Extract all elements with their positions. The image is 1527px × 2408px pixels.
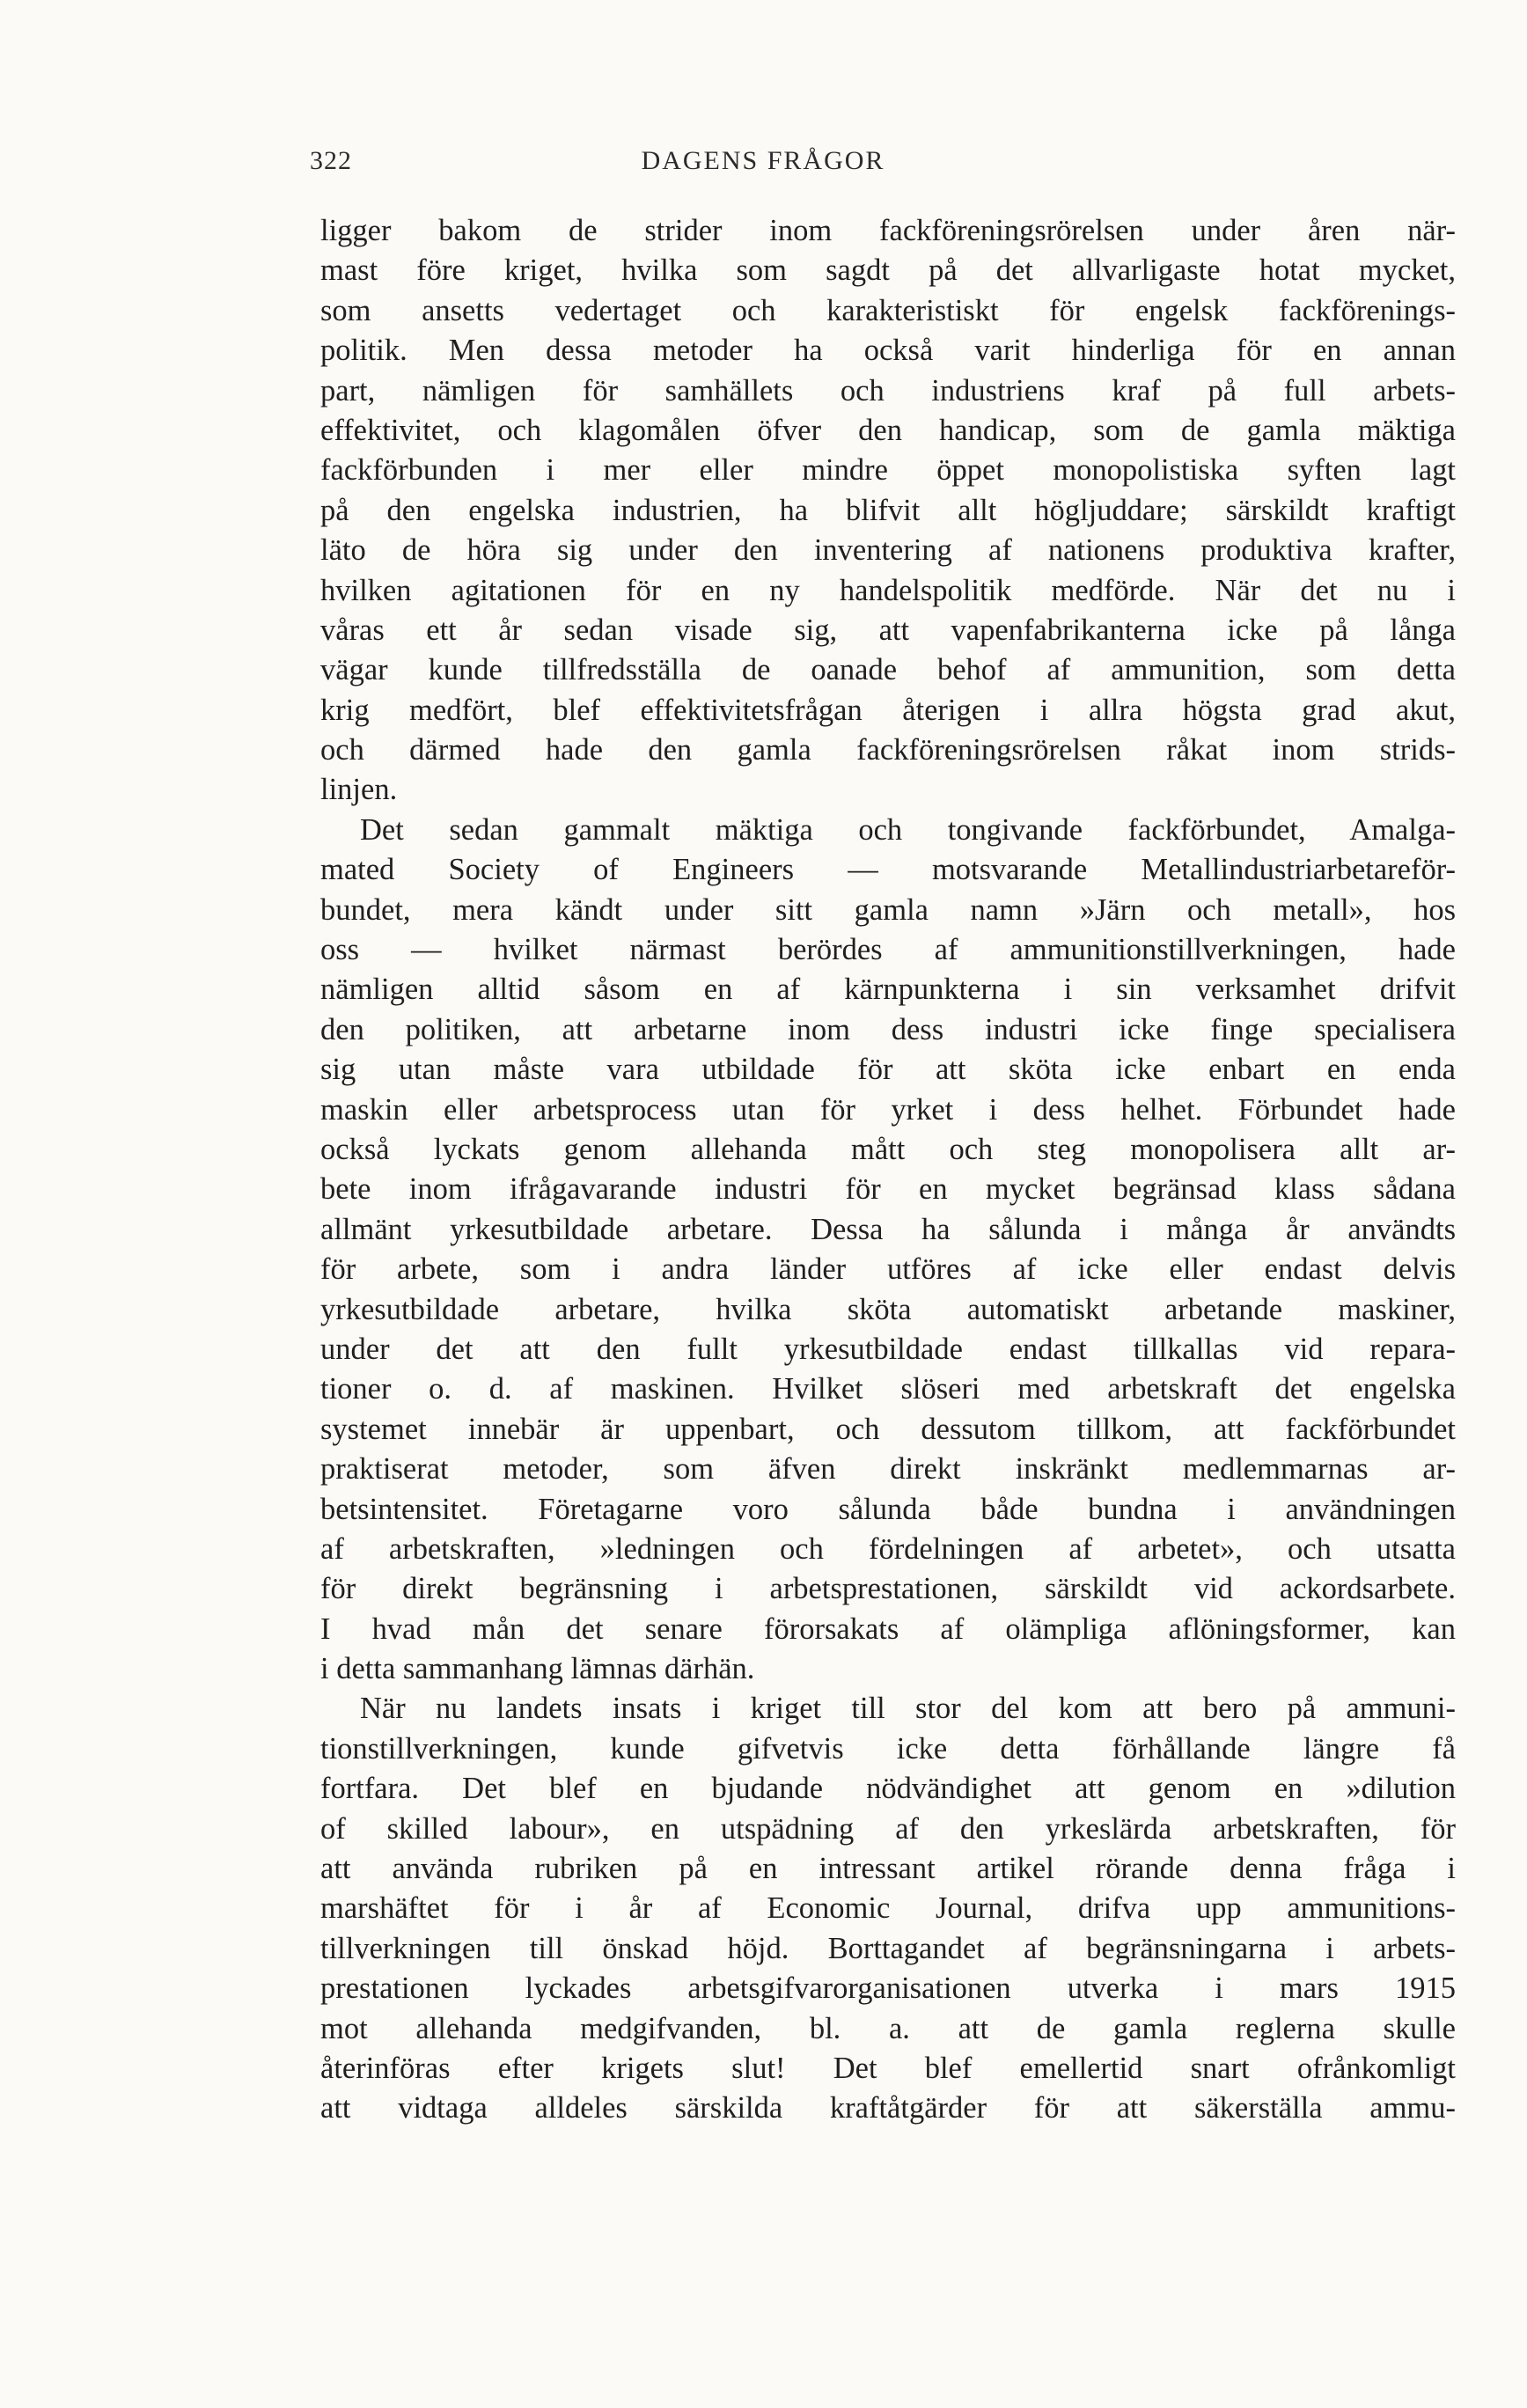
page-header [310,146,1216,190]
text-line: fortfara. Det blef en bjudande nödvändighet att genom en »dilution [320,1772,1456,1806]
text-line: maskin eller arbetsprocess utan för yrket i dess helhet. Förbundet hade [320,1092,1456,1127]
text-line: effektivitet, och klagomålen öfver den handicap, som de gamla mäktiga [320,413,1456,447]
text-line: mated Society of Engineers — motsvarande Metallindustriarbetareför- [320,853,1456,887]
text-line: mot allehanda medgifvanden, bl. a. att de gamla reglerna skulle [320,2011,1456,2045]
text-line: den politiken, att arbetarne inom dess industri icke finge specialisera [320,1012,1456,1046]
text-line: systemet innebär är uppenbart, och dessutom tillkom, att fackförbundet [320,1412,1456,1446]
text-line: mast före kriget, hvilka som sagdt på det allvarligaste hotat mycket, [320,253,1456,288]
body-text [320,211,1456,2129]
text-line: betsintensitet. Företagarne voro sålunda både bundna i användningen [320,1492,1456,1526]
text-line: yrkesutbildade arbetare, hvilka sköta automatiskt arbetande maskiner, [320,1292,1456,1326]
text-line: ligger bakom de strider inom fackföreningsrörelsen under åren när- [320,214,1456,247]
text-line: för direkt begränsning i arbetsprestationen, särskildt vid ackordsarbete. [320,1572,1456,1606]
text-line: af arbetskraften, »ledningen och fördelningen af arbetet», och utsatta [320,1531,1456,1566]
text-line: i detta sammanhang lämnas därhän. [320,1652,755,1686]
text-line: våras ett år sedan visade sig, att vapenfabrikanterna icke på långa [320,613,1456,647]
text-line: I hvad mån det senare förorsakats af olämpliga aflöningsformer, kan [320,1611,1456,1646]
text-line: part, nämligen för samhällets och industriens kraf på full arbets- [320,373,1456,407]
text-line: marshäftet för i år af Economic Journal, drifva upp ammunitions- [320,1891,1456,1926]
text-line: att vidtaga alldeles särskilda kraftåtgärder för att säkerställa ammu- [320,2091,1456,2125]
text-line: sig utan måste vara utbildade för att sköta icke enbart en enda [320,1053,1456,1087]
text-line: tillverkningen till önskad höjd. Borttagandet af begränsningarna i arbets- [320,1931,1456,1965]
text-line: praktiserat metoder, som äfven direkt inskränkt medlemmarnas ar- [320,1452,1456,1487]
text-line: hvilken agitationen för en ny handelspolitik medförde. När det nu i [320,573,1456,607]
text-line: återinföras efter krigets slut! Det blef emellertid snart ofrånkomligt [320,2051,1456,2085]
text-line: prestationen lyckades arbetsgifvarorganisationen utverka i mars 1915 [320,1971,1456,2006]
text-line: fackförbunden i mer eller mindre öppet monopolistiska syften lagt [320,453,1456,488]
text-line: vägar kunde tillfredsställa de oanade behof af ammunition, som detta [320,653,1456,687]
running-title: DAGENS FRÅGOR [641,146,885,175]
page-number: 322 [310,146,352,175]
text-line: under det att den fullt yrkesutbildade endast tillkallas vid repara- [320,1332,1456,1366]
text-line: också lyckats genom allehanda mått och steg monopolisera allt ar- [320,1132,1456,1166]
text-line: tionstillverkningen, kunde gifvetvis icke detta förhållande längre få [320,1731,1456,1766]
text-line: of skilled labour», en utspädning af den yrkeslärda arbetskraften, för [320,1811,1456,1846]
text-line: att använda rubriken på en intressant artikel rörande denna fråga i [320,1852,1456,1886]
text-line: bundet, mera kändt under sitt gamla namn »Järn och metall», hos [320,892,1456,927]
text-line: bete inom ifrågavarande industri för en mycket begränsad klass sådana [320,1172,1456,1207]
text-line: krig medfört, blef effektivitetsfrågan återigen i allra högsta grad akut, [320,693,1456,727]
text-line: tioner o. d. af maskinen. Hvilket slöseri med arbetskraft det engelska [320,1372,1456,1406]
text-line: allmänt yrkesutbildade arbetare. Dessa ha sålunda i många år användts [320,1212,1456,1246]
text-line: på den engelska industrien, ha blifvit allt högljuddare; särskildt kraftigt [320,493,1456,527]
text-line: politik. Men dessa metoder ha också varit hinderliga för en annan [320,334,1456,368]
text-line: för arbete, som i andra länder utföres af icke eller endast delvis [320,1252,1456,1287]
text-line: oss — hvilket närmast berördes af ammunitionstillverkningen, hade [320,933,1456,967]
text-line: nämligen alltid såsom en af kärnpunkterna i sin verksamhet drifvit [320,973,1456,1007]
text-line: läto de höra sig under den inventering af nationens produktiva krafter, [320,533,1456,568]
text-line: som ansetts vedertaget och karakteristiskt för engelsk fackförenings- [320,293,1456,327]
text-line: linjen. [320,773,398,807]
text-line: Det sedan gammalt mäktiga och tongivande fackförbundet, Amalga- [360,812,1456,847]
text-line: och därmed hade den gamla fackföreningsrörelsen råkat inom strids- [320,733,1456,767]
text-line: När nu landets insats i kriget till stor del kom att bero på ammuni- [360,1692,1456,1726]
